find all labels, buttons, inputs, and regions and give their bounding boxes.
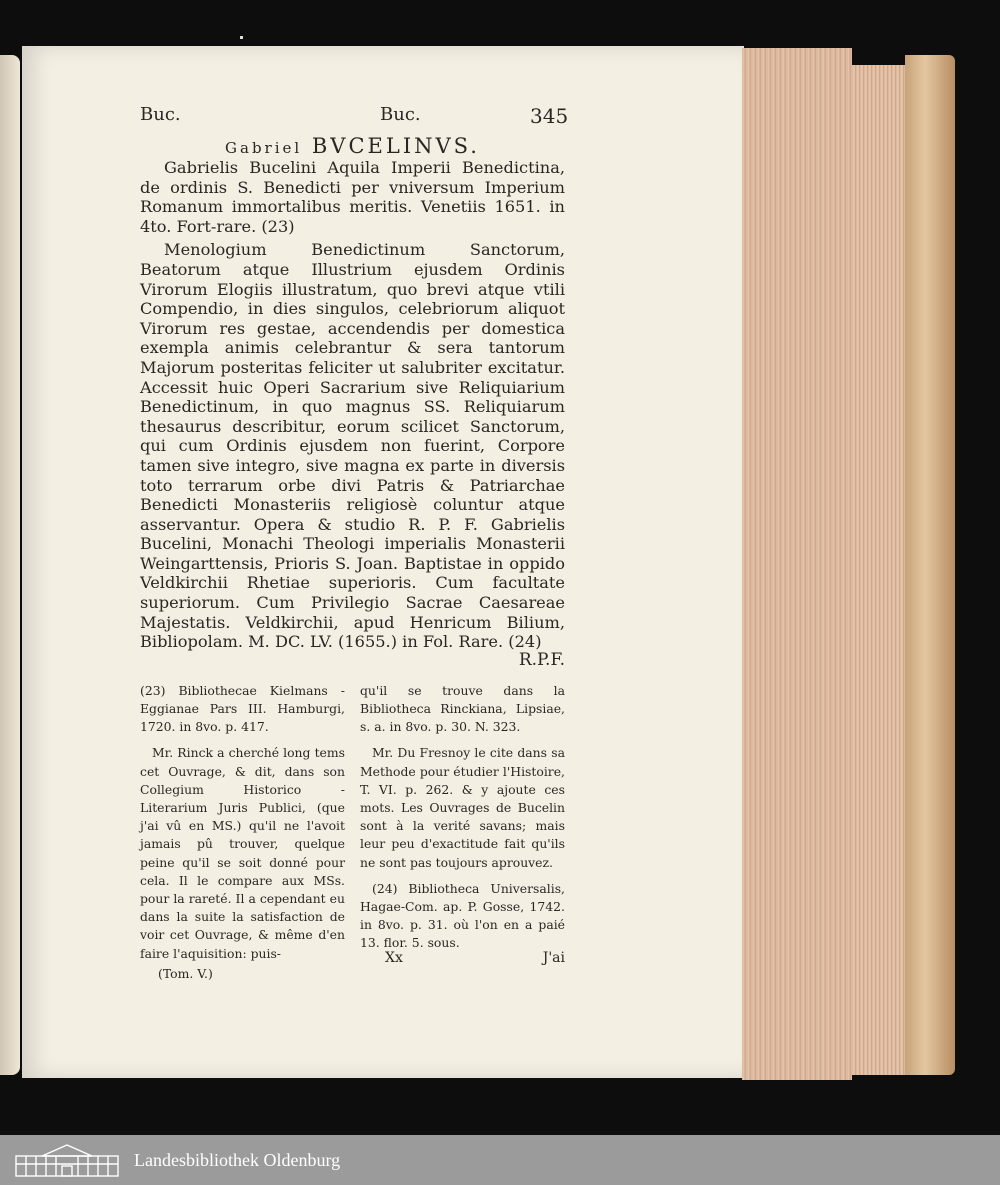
- footnote-23: (23) Bibliothecae Kielmans - Eggianae Pars III. Hamburgi, 1720. in 8vo. p. 417.: [140, 682, 345, 735]
- author-first-name: Gabriel: [225, 139, 303, 157]
- running-head-center: Buc.: [380, 104, 421, 125]
- page-edges: [742, 48, 852, 1080]
- dust-speck: [240, 36, 243, 39]
- left-page-edge: [0, 55, 20, 1075]
- entry-heading: [140, 134, 565, 158]
- volume-mark: (Tom. V.): [158, 965, 213, 981]
- library-footer: [0, 1135, 1000, 1185]
- running-head-left: Buc.: [140, 104, 181, 125]
- footnote-rinckiana: qu'il se trouve dans la Bibliotheca Rinckiana, Lipsiae, s. a. in 8vo. p. 30. N. 323.: [360, 682, 565, 735]
- library-building-icon: [12, 1142, 122, 1178]
- running-head: [140, 104, 569, 134]
- page-content: [140, 104, 569, 983]
- footnote-du-fresnoy: Mr. Du Fresnoy le cite dans sa Methode pour étudier l'Histoire, T. VI. p. 262. & y ajoute ces mots. Les Ouvrages de Bucelin sont à la verité savans; mais leur peu d'exactitude fait qu'ils ne sont pas toujours aprouvez.: [360, 745, 565, 870]
- footnotes-right-column: [360, 682, 565, 983]
- footnotes-left-column: [140, 682, 345, 983]
- footnote-24: (24) Bibliotheca Universalis, Hagae-Com. ap. P. Gosse, 1742. in 8vo. p. 31. où l'on en a paié 13. flor. 5. sous.: [360, 880, 565, 951]
- entry-signature: R.P.F.: [518, 649, 565, 670]
- library-name: Landesbibliothek Oldenburg: [134, 1149, 341, 1170]
- book-cover: [905, 55, 955, 1075]
- page-number: 345: [530, 104, 569, 128]
- footnotes: [140, 682, 565, 983]
- entry-body: [140, 158, 565, 652]
- catchword-line: [360, 949, 565, 967]
- entry-paragraph-2: Menologium Benedictinum Sanctorum, Beatorum atque Illustrium ejusdem Ordinis Virorum Elogiis illustratum, quo brevi atque vtili Compendio, in dies singulos, celebriorum aliquot Virorum res gestae, accendendis per domestica exempla animis celebrantur & sera tantorum Majorum posteritas feliciter ut salubriter excitatur. Accessit huic Operi Sacrarium sive Reliquiarium Benedictinum, in quo magnus SS. Reliquiarum thesaurus describitur, eorum scilicet Sanctorum, qui cum Ordinis ejusdem non fuerint, Corpore tamen sive integro, sive magna ex parte in diversis toto terrarum orbe divi Patris & Patriarchae Benedicti Monasteriis religiosè coluntur atque asservantur. Opera & studio R. P. F. Gabrielis Bucelini, Monachi Theologi imperialis Monasterii Weingarttensis, Prioris S. Joan. Baptistae in oppido Veldkirchii Rhetiae superioris. Cum facultate superiorum. Cum Privilegio Sacrae Caesareae Majestatis. Veldkirchii, apud Henricum Bilium, Bibliopolam. M. DC. LV. (1655.) in Fol. Rare. (24): [140, 240, 565, 652]
- entry-paragraph-1: Gabrielis Bucelini Aquila Imperii Benedictina, de ordinis S. Benedicti per vniversum Imperium Romanum immortalibus meritis. Venetiis 1651. in 4to. Fort-rare. (23): [140, 158, 565, 236]
- catchword: J'ai: [542, 949, 565, 966]
- footnote-rinck: Mr. Rinck a cherché long tems cet Ouvrage, & dit, dans son Collegium Historico - Literarium Juris Publici, (que j'ai vû en MS.) qu'il ne l'avoit jamais pû trouver, quelque peine qu'il se soit donné pour cela. Il le compare aux MSs. pour la rareté. Il a cependant eu dans la suite la satisfaction de voir cet Ouvrage, & même d'en faire l'aquisition: puis-: [140, 745, 345, 961]
- author-last-name: BVCELINVS.: [311, 134, 480, 158]
- signature-mark: Xx: [385, 949, 403, 966]
